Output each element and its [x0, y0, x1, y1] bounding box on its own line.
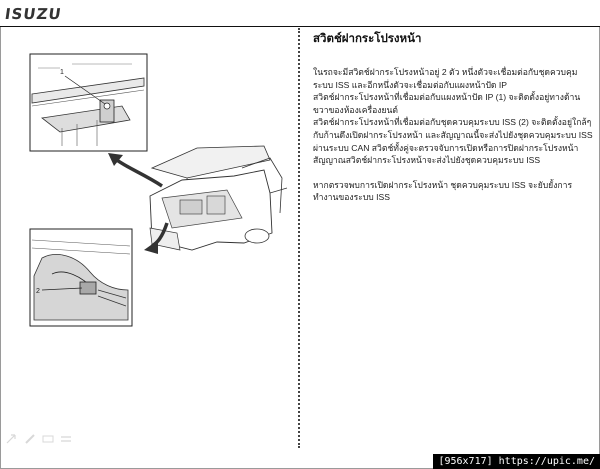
arrow-to-detail-1: [114, 158, 162, 186]
arrow-head-2: [144, 240, 158, 254]
image-size-watermark: [956x717] https://upic.me/: [433, 454, 600, 469]
paragraph-2: สวิตช์ฝากระโปรงหน้าที่เชื่อมต่อกับแผงหน้าปัด IP (1) จะติดตั้งอยู่ทางด้านขวาของห้องเครื่องยนต์: [313, 92, 581, 115]
pen-icon[interactable]: [24, 434, 36, 444]
figure-panel: [2, 28, 294, 448]
highlighter-icon[interactable]: [42, 434, 54, 444]
detail-box-2: [30, 229, 132, 326]
menu-icon[interactable]: [60, 434, 72, 444]
paragraph-3: สวิตช์ฝากระโปรงหน้าที่เชื่อมต่อกับชุดควบคุมระบบ ISS (2) จะติดตั้งอยู่ใกล้ๆ กับก้านดึงเปิดฝากระโปรงหน้า และสัญญาณนี้จะส่งไปยังชุดควบคุมระบบ ISS ผ่านระบบ CAN สวิตช์ทั้งคู่จะตรวจจับการเปิดหรือการปิดฝากระโปรงหน้า: [313, 117, 593, 153]
car-drawing: [150, 146, 287, 250]
detail-box-1: [30, 54, 147, 151]
section-title: สวิตช์ฝากระโปรงหน้า: [313, 33, 422, 45]
paragraph-4: สัญญาณสวิตช์ฝากระโปรงหน้าจะส่งไปยังชุดควบคุมระบบ ISS: [313, 155, 541, 166]
header-bar: [0, 0, 600, 27]
content-panel: [313, 30, 593, 204]
pointer-icon[interactable]: [6, 434, 18, 444]
brand-logo: ISUZU: [3, 5, 63, 23]
hood-switch-illustration: [2, 28, 294, 448]
column-divider: [298, 28, 300, 448]
paragraph-5: หากตรวจพบการเปิดฝากระโปรงหน้า ชุดควบคุมระบบ ISS จะยับยั้งการทำงานของระบบ ISS: [313, 179, 573, 203]
slide-toolbar: [6, 432, 72, 446]
paragraph-1: ในรถจะมีสวิตช์ฝากระโปรงหน้าอยู่ 2 ตัว หนึ่งตัวจะเชื่อมต่อกับชุดควบคุมระบบ ISS และอีกหนึ่งตัวจะเชื่อมต่อกับแผงหน้าปัด IP: [313, 67, 578, 90]
callout-2: 2: [36, 288, 40, 295]
callout-1: 1: [60, 69, 64, 76]
